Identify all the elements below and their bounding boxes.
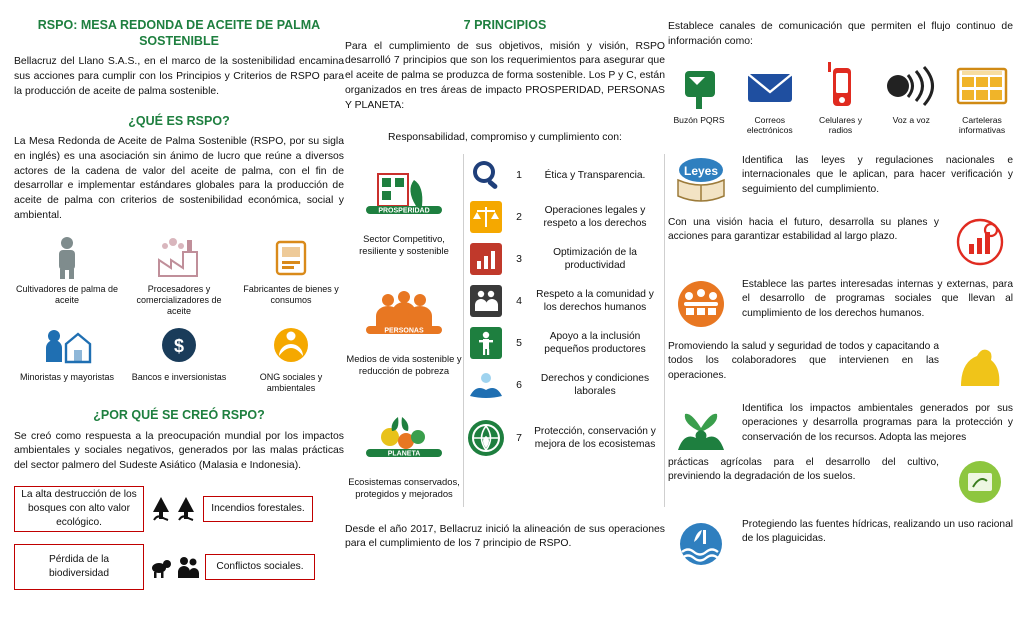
risk-box-conflicts: Conflictos sociales. bbox=[205, 554, 315, 580]
principle-row bbox=[464, 238, 664, 280]
principle-text: Derechos y condiciones laborales bbox=[540, 372, 650, 398]
info-text: prácticas agrícolas para el desarrollo del cultivo, previniendo la degradación de los suelos. bbox=[668, 457, 939, 483]
actors-grid bbox=[14, 234, 344, 394]
sustainable-badge-icon bbox=[947, 456, 1013, 508]
meeting-icon bbox=[668, 278, 734, 330]
principle-number: 5 bbox=[516, 337, 522, 350]
channel-label: Celulares y radios bbox=[819, 114, 862, 136]
impact-categories bbox=[345, 154, 463, 506]
fire-tree-icon bbox=[175, 496, 197, 522]
category-prosperity bbox=[345, 168, 463, 257]
section-title-rspo: RSPO: MESA REDONDA DE ACEITE DE PALMA SOSTENIBLE bbox=[37, 18, 321, 48]
megaphone-icon bbox=[880, 60, 942, 112]
paragraph-channels-intro: Establece canales de comunicación que permiten el flujo continuo de información como: bbox=[668, 21, 1013, 47]
principle-row bbox=[464, 196, 664, 238]
channel-item bbox=[668, 60, 730, 136]
paragraph-principles: Para el cumplimiento de sus objetivos, misión y visión, RSPO desarrolló 7 principios que son los requerimientos para asegurar que el aceite de palma se produzca de forma sostenible. Los P y C, están organizados en tres áreas de impacto PROSPERIDAD, PERSONAS Y PLANETA: bbox=[345, 40, 665, 111]
principle-number: 4 bbox=[516, 295, 522, 308]
prosperity-icon bbox=[345, 168, 463, 230]
principle-text: Respeto a la comunidad y los derechos humanos bbox=[536, 288, 654, 314]
actor-label: Minoristas y mayoristas bbox=[19, 371, 115, 382]
info-text: Protegiendo las fuentes hídricas, realizando un uso racional de los plaguicidas. bbox=[742, 519, 1013, 545]
bulletin-board-icon bbox=[951, 60, 1013, 112]
principles-list bbox=[463, 154, 665, 506]
actor-label: Procesadores y comercializadores de aceite bbox=[136, 283, 222, 317]
strategy-gear-icon bbox=[947, 216, 1013, 268]
info-block bbox=[668, 216, 1013, 268]
category-planet bbox=[345, 411, 463, 500]
column-center bbox=[345, 0, 665, 560]
info-block bbox=[668, 518, 1013, 570]
actor-label: ONG sociales y ambientales bbox=[259, 371, 323, 393]
principle-text: Operaciones legales y respeto a los derechos bbox=[543, 204, 647, 230]
principle-number: 1 bbox=[516, 169, 522, 182]
channels-row bbox=[668, 60, 1013, 136]
category-caption: Medios de vida sostenible y reducción de pobreza bbox=[346, 352, 462, 376]
fire-tree-icon bbox=[150, 496, 172, 522]
actor-label: Bancos e inversionistas bbox=[131, 371, 227, 382]
people-conflict-icon bbox=[177, 554, 199, 580]
info-text: Identifica los impactos ambientales generados por sus operaciones y desarrolla programas para la protección y conservación de los recursos. Adopta las mejores bbox=[742, 403, 1013, 443]
paragraph-intro: Bellacruz del Llano S.A.S., en el marco de la sostenibilidad encamina sus acciones para cumplir con los Principios y Criterios de RSPO para la producción de aceite de palma sostenible. bbox=[14, 56, 344, 97]
bar-chart-icon bbox=[464, 243, 508, 275]
info-text: Promoviendo la salud y seguridad de todos y capacitando a todos los colaboradores que intervienen en las operaciones. bbox=[668, 341, 939, 381]
risk-box-biodiversity: Pérdida de la biodiversidad bbox=[14, 544, 144, 590]
factory-icon bbox=[126, 234, 232, 280]
actor-label: Cultivadores de palma de aceite bbox=[15, 283, 119, 306]
principle-number: 2 bbox=[516, 211, 522, 224]
svg-text:PERSONAS: PERSONAS bbox=[384, 327, 424, 335]
principle-row bbox=[464, 280, 664, 322]
law-book-icon bbox=[668, 154, 734, 206]
svg-text:PLANETA: PLANETA bbox=[387, 450, 421, 458]
info-block bbox=[668, 456, 1013, 508]
principle-text: Optimización de la productividad bbox=[553, 246, 637, 272]
section-title-what-is-rspo: ¿QUÉ ES RSPO? bbox=[128, 113, 230, 128]
principle-number: 3 bbox=[516, 253, 522, 266]
mailbox-icon bbox=[668, 60, 730, 112]
risk-box-deforestation: La alta destrucción de los bosques con alto valor ecológico. bbox=[14, 486, 144, 532]
principles-grid bbox=[345, 154, 665, 506]
channel-label: Voz a voz bbox=[892, 114, 930, 125]
svg-text:Leyes: Leyes bbox=[683, 164, 719, 178]
principle-number: 6 bbox=[516, 379, 522, 392]
principles-subtitle: Responsabilidad, compromiso y cumplimiento con: bbox=[388, 132, 622, 144]
info-block bbox=[668, 340, 1013, 392]
planet-icon bbox=[345, 411, 463, 473]
farmer-icon bbox=[14, 234, 120, 280]
risk-row bbox=[14, 486, 344, 532]
section-title-why-rspo: ¿POR QUÉ SE CREÓ RSPO? bbox=[93, 408, 265, 423]
actor-label: Fabricantes de bienes y consumos bbox=[243, 283, 339, 306]
water-icon bbox=[668, 518, 734, 570]
globe-leaf-icon bbox=[464, 418, 508, 458]
channel-item bbox=[951, 60, 1013, 136]
community-icon bbox=[464, 285, 508, 317]
hands-plant-icon bbox=[668, 402, 734, 454]
info-block bbox=[668, 154, 1013, 206]
principle-text: Protección, conservación y mejora de los ecosistemas bbox=[534, 425, 656, 451]
svg-text:PROSPERIDAD: PROSPERIDAD bbox=[378, 207, 430, 215]
actor-item bbox=[14, 234, 120, 318]
channel-label: Buzón PQRS bbox=[673, 114, 725, 125]
info-block bbox=[668, 278, 1013, 330]
risk-row bbox=[14, 544, 344, 590]
category-people bbox=[345, 288, 463, 377]
paragraph-footer: Desde el año 2017, Bellacruz inició la alineación de sus operaciones para el cumplimiento de los 7 principio de RSPO. bbox=[345, 523, 665, 550]
retail-icon bbox=[14, 322, 120, 368]
hands-care-icon bbox=[464, 370, 508, 400]
ngo-icon bbox=[238, 322, 344, 368]
actor-item bbox=[238, 234, 344, 318]
paragraph-why-rspo: Se creó como respuesta a la preocupación mundial por los impactos ambientales y sociales negativos, generados por las malas prácticas del sector palmero del Sudeste Asiático (Malasia e Indonesia). bbox=[14, 430, 344, 472]
paragraph-what-is-rspo: La Mesa Redonda de Aceite de Palma Sostenible (RSPO, por su sigla en inglés) es una asociación sin ánimo de lucro que reúne a diversos actores de la cadena de valor del aceite de palma, con el fin de desarrollar e implementar estándares globales para la producción de aceite de palma con criterios de sostenibilidad económica, social y ambiental. bbox=[14, 136, 344, 221]
risk-icons bbox=[150, 554, 199, 580]
actor-item bbox=[126, 234, 232, 318]
channel-item bbox=[739, 60, 801, 136]
principle-number: 7 bbox=[516, 432, 522, 445]
principle-row bbox=[464, 154, 664, 196]
column-right bbox=[668, 0, 1013, 570]
channel-item bbox=[810, 60, 872, 136]
channel-label: Correos electrónicos bbox=[746, 114, 793, 136]
principle-row bbox=[464, 364, 664, 406]
info-text: Establece las partes interesadas internas y externas, para el desarrollo de programas sociales que llevan al cumplimiento de los derechos humanos. bbox=[742, 279, 1013, 319]
channel-label: Carteleras informativas bbox=[958, 114, 1006, 136]
actor-item bbox=[238, 322, 344, 395]
channel-item bbox=[880, 60, 942, 136]
info-block bbox=[668, 402, 1013, 454]
email-icon bbox=[739, 60, 801, 112]
info-text: Con una visión hacia el futuro, desarrolla su planes y acciones para garantizar estabilidad al largo plazo. bbox=[668, 217, 939, 243]
people-icon bbox=[345, 288, 463, 350]
risk-box-fires: Incendios forestales. bbox=[203, 496, 313, 522]
risk-icons bbox=[150, 496, 197, 522]
balance-scale-icon bbox=[464, 201, 508, 233]
bank-icon bbox=[126, 322, 232, 368]
principle-row bbox=[464, 322, 664, 364]
mobile-radio-icon bbox=[810, 60, 872, 112]
column-left bbox=[14, 0, 344, 590]
safety-hand-icon bbox=[947, 340, 1013, 392]
goods-icon bbox=[238, 234, 344, 280]
principle-text: Ética y Transparencia. bbox=[544, 169, 646, 181]
principle-text: Apoyo a la inclusión pequeños productores bbox=[544, 330, 646, 356]
magnifier-icon bbox=[464, 158, 508, 192]
category-caption: Sector Competitivo, resiliente y sostenible bbox=[359, 233, 449, 257]
animals-icon bbox=[150, 554, 174, 580]
actor-item bbox=[126, 322, 232, 395]
smallholder-icon bbox=[464, 327, 508, 359]
principle-row bbox=[464, 406, 664, 470]
svg-text:$: $ bbox=[173, 335, 185, 356]
actor-item bbox=[14, 322, 120, 395]
category-caption: Ecosistemas conservados, protegidos y mejorados bbox=[348, 476, 460, 500]
info-text: Identifica las leyes y regulaciones nacionales e internacionales que le aplican, para hacer verificación y seguimiento del cumplimiento. bbox=[742, 155, 1013, 195]
section-title-principles: 7 PRINCIPIOS bbox=[463, 18, 547, 32]
